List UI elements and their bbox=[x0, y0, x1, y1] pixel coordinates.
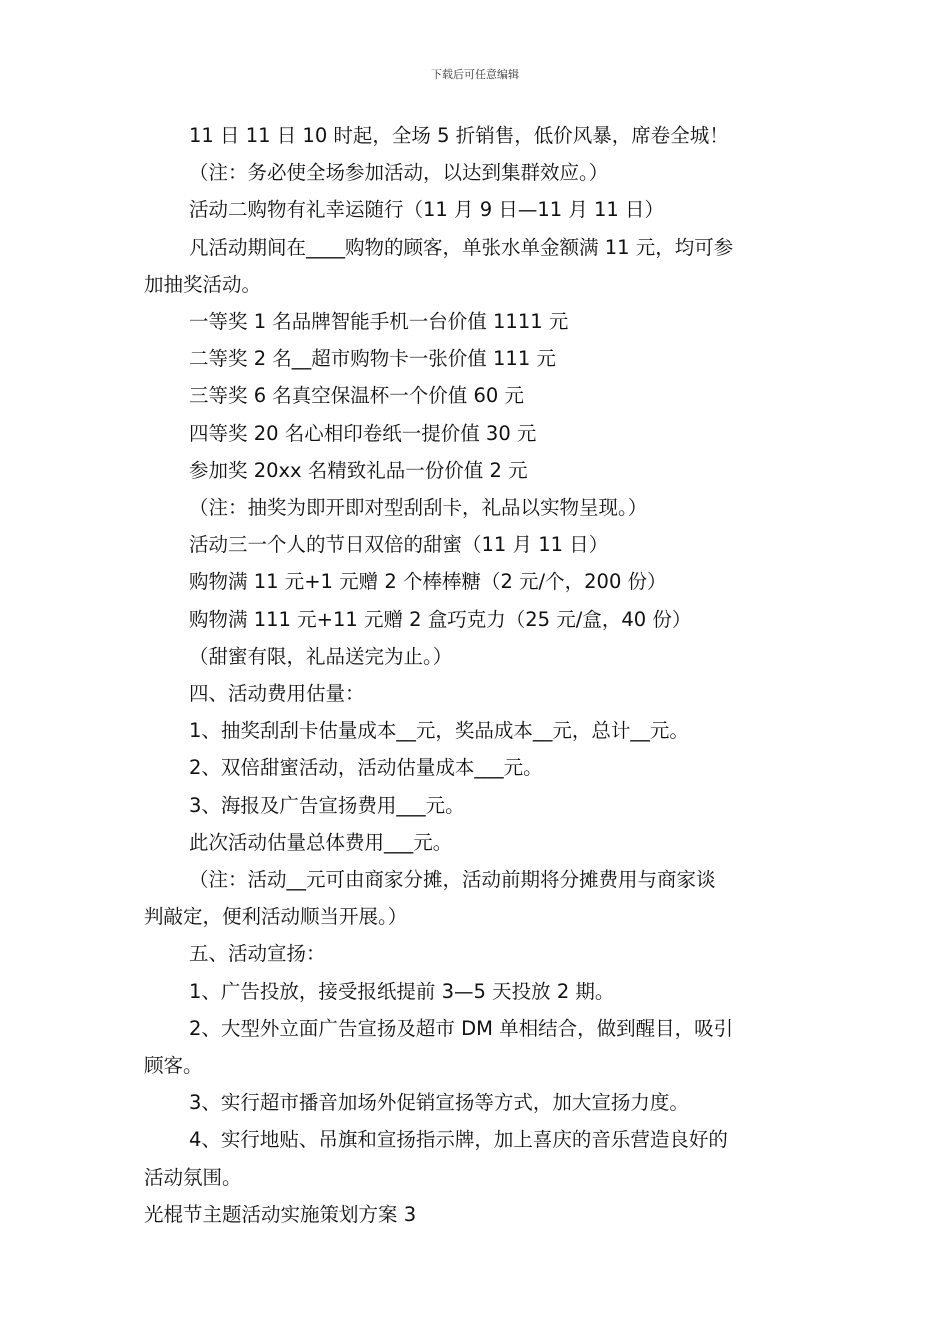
paragraph-line: 购物满 111 元+11 元赠 2 盒巧克力（25 元/盒，40 份） bbox=[189, 607, 692, 631]
paragraph-line: 活动三一个人的节日双倍的甜蜜（11 月 11 日） bbox=[189, 533, 609, 557]
paragraph-line: 二等奖 2 名__超市购物卡一张价值 111 元 bbox=[189, 347, 556, 371]
paragraph-line: 三等奖 6 名真空保温杯一个价值 60 元 bbox=[189, 384, 525, 408]
paragraph-line: 11 日 11 日 10 时起，全场 5 折销售，低价风暴，席卷全城！ bbox=[189, 124, 729, 147]
paragraph-line: 2、大型外立面广告宣扬及超市 DM 单相结合，做到醒目，吸引 bbox=[189, 1016, 734, 1040]
paragraph-line: 2、双倍甜蜜活动，活动估量成本___元。 bbox=[189, 756, 543, 780]
paragraph-line: （注：抽奖为即开即对型刮刮卡，礼品以实物呈现。） bbox=[189, 496, 648, 520]
document-title: 光棍节主题活动实施策划方案 3 bbox=[144, 1202, 417, 1226]
paragraph-line: （注：务必使全场参加活动，以达到集群效应。） bbox=[189, 161, 609, 185]
paragraph-line: 活动氛围。 bbox=[144, 1165, 242, 1189]
paragraph-line: 判敲定，便利活动顺当开展。） bbox=[144, 905, 408, 929]
page-header: 下载后可任意编辑 bbox=[431, 68, 519, 81]
paragraph-line: 凡活动期间在____购物的顾客，单张水单金额满 11 元，均可参 bbox=[189, 235, 734, 259]
paragraph-line: 1、广告投放，接受报纸提前 3—5 天投放 2 期。 bbox=[189, 979, 615, 1003]
paragraph-line: （甜蜜有限，礼品送完为止。） bbox=[189, 644, 453, 668]
section-heading: 四、活动费用估量： bbox=[189, 682, 365, 706]
paragraph-line: 加抽奖活动。 bbox=[144, 272, 262, 296]
paragraph-line: 四等奖 20 名心相印卷纸一提价值 30 元 bbox=[189, 421, 537, 445]
paragraph-line: 1、抽奖刮刮卡估量成本__元，奖品成本__元，总计__元。 bbox=[189, 719, 689, 743]
document-body bbox=[144, 117, 810, 1233]
paragraph-line: 购物满 11 元+1 元赠 2 个棒棒糖（2 元/个，200 份） bbox=[189, 570, 667, 594]
paragraph-line: 活动二购物有礼幸运随行（11 月 9 日—11 月 11 日） bbox=[189, 198, 665, 222]
paragraph-line: 此次活动估量总体费用___元。 bbox=[189, 830, 453, 854]
section-heading: 五、活动宣扬： bbox=[189, 942, 326, 966]
paragraph-line: （注：活动__元可由商家分摊，活动前期将分摊费用与商家谈 bbox=[189, 868, 716, 892]
paragraph-line: 4、实行地贴、吊旗和宣扬指示牌，加上喜庆的音乐营造良好的 bbox=[189, 1128, 728, 1152]
paragraph-line: 3、海报及广告宣扬费用___元。 bbox=[189, 793, 465, 817]
paragraph-line: 3、实行超市播音加场外促销宣扬等方式，加大宣扬力度。 bbox=[189, 1091, 689, 1115]
paragraph-line: 参加奖 20xx 名精致礼品一份价值 2 元 bbox=[189, 458, 528, 482]
paragraph-line: 顾客。 bbox=[144, 1054, 203, 1078]
paragraph-line: 一等奖 1 名品牌智能手机一台价值 1111 元 bbox=[189, 310, 569, 334]
